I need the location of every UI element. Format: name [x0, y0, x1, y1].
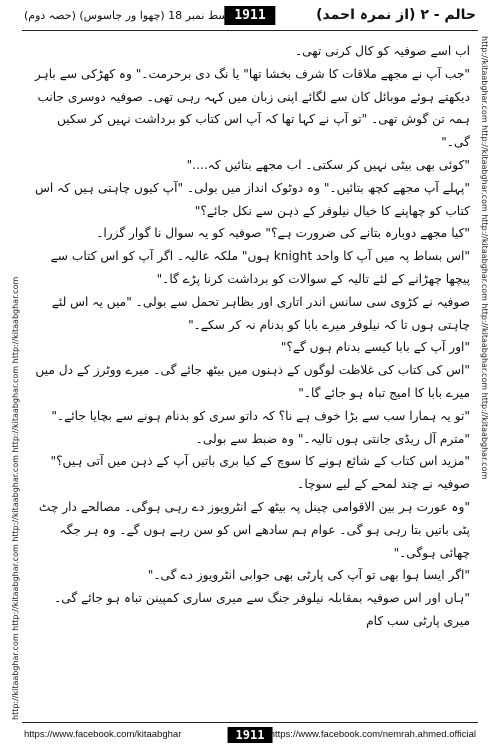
paragraph: "جب آپ نے مجھے ملاقات کا شرف بخشا تھا" یا نگ دی برحرمت۔" وہ کھڑکی سے باہر دیکھتے ہوئے موبائل کان سے لگائے اپنی زبان میں کہہ رہی تھی۔ صوفیہ دوسری جانب ہمہ تن گوش تھی۔ "تو آپ نے کہا تھا کہ آپ اس کتاب کو برداشت نہیں کر سکیں گی۔": [34, 66, 470, 150]
paragraph: "مترم آل ریڈی جانتی ہوں تالیہ۔" وہ ضبط سے بولی۔: [195, 431, 470, 446]
facebook-link-author[interactable]: https://www.facebook.com/nemrah.ahmed.official: [269, 729, 476, 740]
paragraph: اب اسے صوفیہ کو کال کرنی تھی۔: [295, 44, 470, 58]
left-side-watermark: http://kitaabghar.com http://kitaabghar.com http://kitaabghar.com http://kitaabghar.com http://kitaabghar.com: [11, 276, 20, 720]
paragraph: "تو یہ ہمارا سب سے بڑا خوف ہے نا؟ کہ داتو سری کو بدنام ہونے سے بچایا جائے۔": [51, 408, 470, 423]
page-number-top: 1911: [224, 6, 275, 25]
paragraph: صوفیہ نے چند لمحے کے لیے سوچا۔: [297, 477, 470, 492]
episode-subtitle: قسط نمبر 18 (چھوا ور جاسوس) (حصہ دوم): [24, 9, 234, 22]
paragraph: "کوئی بھی بیٹی نہیں کر سکتی۔ اب مجھے بتائیں کہ....": [186, 157, 470, 172]
facebook-link-kitaabghar[interactable]: https://www.facebook.com/kitaabghar: [24, 729, 182, 740]
paragraph: "کیا مجھے دوبارہ بتانے کی ضرورت ہے؟" صوفیہ کو یہ سوال نا گوار گزرا۔: [96, 226, 470, 241]
story-body: [30, 40, 470, 710]
page-footer: [22, 722, 478, 747]
novel-title: حالم - ۲ (از نمرہ احمد): [316, 7, 476, 23]
paragraph: "اس کی کتاب کی غلاظت لوگوں کے ذہنوں میں بیٹھ جائے گی۔ میرے ووٹرز کے دل میں میرے بابا کا امیج تباہ ہو جائے گا۔": [35, 363, 470, 400]
paragraph: "ہاں اور اس صوفیہ بمقابلہ نیلوفر جنگ سے میری ساری کمپینن تباہ ہو جائے گی۔ میری پارٹی سب کام: [54, 591, 470, 628]
paragraph: صوفیہ نے کڑوی سی سانس اندر اتاری اور بظاہر تحمل سے بولی۔ "میں یہ اس لئے چاہتی ہوں تا کہ نیلوفر میرے بابا کو بدنام نہ کر سکے۔": [51, 294, 470, 332]
paragraph: "مزید اس کتاب کے شائع ہونے کا سوچ کے کیا بری باتیں آپ کے ذہن میں آتی ہیں؟": [50, 454, 470, 469]
paragraph: "اور آپ کے بابا کیسے بدنام ہوں گے؟": [280, 340, 470, 355]
page-number-bottom: 1911: [228, 727, 273, 743]
paragraph: "اس بساط پہ میں آپ کا واحد knight ہوں" ملکہ عالیہ۔ اگر آپ کو اس کتاب سے پیچھا چھڑانے کے لئے تالیہ کے سوالات کو برداشت کرنا پڑے گا۔": [50, 249, 470, 286]
page-header: [22, 6, 478, 31]
right-side-watermark: http://kitaabghar.com http://kitaabghar.com http://kitaabghar.com http://kitaabghar.com http://kitaabghar.com: [480, 36, 489, 480]
paragraph: "پہلے آپ مجھے کچھ بتائیں۔" وہ دوٹوک انداز میں بولی۔ "آپ کیوں چاہتی ہیں کہ اس کتاب کو چھاپنے کا خیال نیلوفر کے ذہن سے نکل جائے؟": [35, 180, 470, 218]
paragraph: "وہ عورت ہر بین الاقوامی چینل پہ بیٹھ کے انٹرویوز دے رہی ہوگی۔ مصالحے دار چٹ پٹی باتیں بتا رہی ہو گی۔ عوام ہم سادھے اس کو سن رہے ہوں گے۔ وہ ہر جگہ چھائی ہوگی۔": [38, 499, 470, 560]
paragraph: "اگر ایسا ہوا بھی تو آپ کی پارٹی بھی جوابی انٹرویوز دے گی۔": [147, 568, 470, 583]
